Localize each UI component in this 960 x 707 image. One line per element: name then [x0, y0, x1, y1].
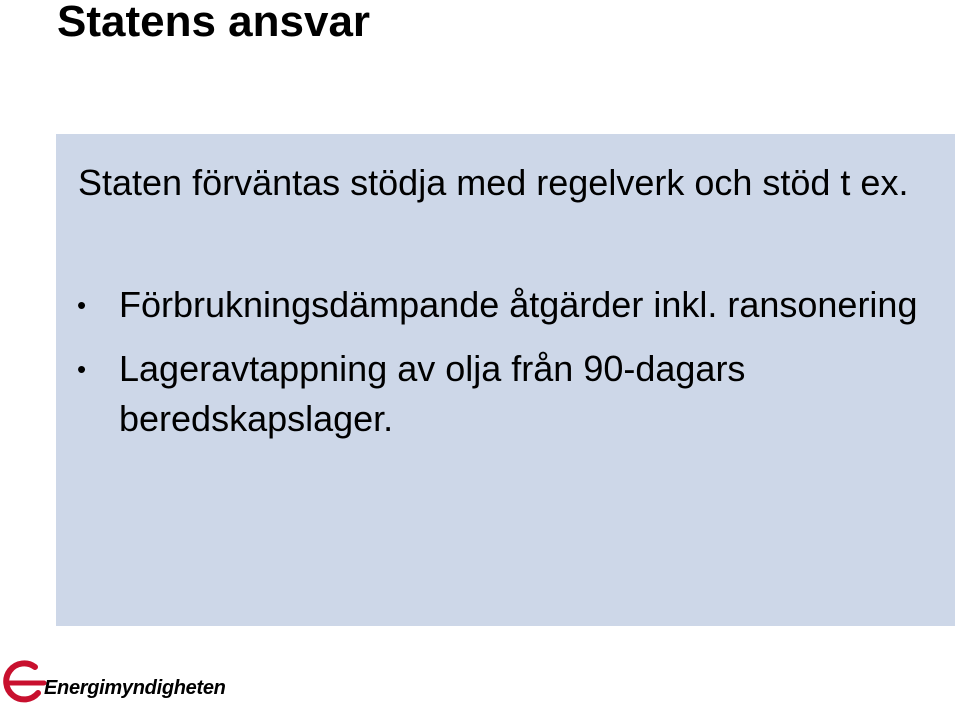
bullet-dot-icon: • — [77, 290, 87, 320]
logo-text: Energimyndigheten — [44, 677, 226, 699]
energimyndigheten-logo — [0, 655, 226, 707]
bullet-dot-icon: • — [77, 354, 87, 384]
intro-text: Staten förväntas stödja med regelverk och stöd t ex. — [78, 162, 909, 203]
bullet-text: Lageravtappning av olja från 90-dagars beredskapslager. — [119, 348, 746, 439]
bullet-list — [56, 280, 936, 458]
bullet-item — [56, 280, 936, 330]
slide-title: Statens ansvar — [57, 0, 371, 46]
energimyndigheten-logo-icon — [0, 659, 48, 703]
content-box — [56, 134, 955, 626]
bullet-item — [56, 344, 936, 444]
bullet-text: Förbrukningsdämpande åtgärder inkl. ransonering — [119, 284, 918, 325]
